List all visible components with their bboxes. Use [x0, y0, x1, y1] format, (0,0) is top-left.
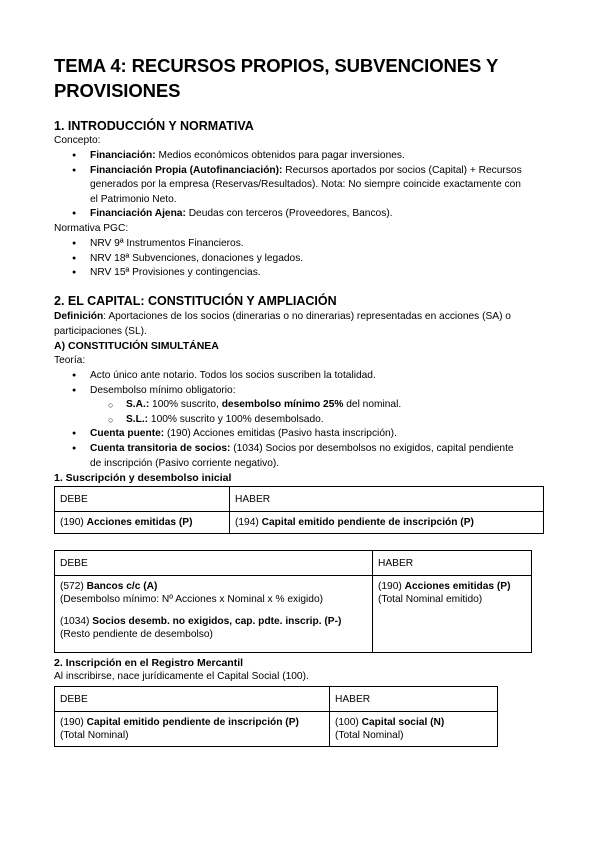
- step-2-heading: 2. Inscripción en el Registro Mercantil: [54, 657, 244, 669]
- list-item: ● Cuenta transitoria de socios: (1034) Socios por desembolsos no exigidos, capital pendiente de inscripción (Pasivo corriente negativo).: [54, 442, 524, 471]
- list-item: ○ S.A.: 100% suscrito, desembolso mínimo 25% del nominal.: [54, 398, 524, 413]
- journal-entry-table-2: [54, 550, 532, 653]
- debe-cell: (190) Capital emitido pendiente de inscripción (P) (Total Nominal): [55, 712, 330, 747]
- step-1-heading: 1. Suscripción y desembolso inicial: [54, 472, 232, 484]
- list-item: ● Desembolso mínimo obligatorio:: [54, 384, 524, 399]
- subsection-a-heading: A) CONSTITUCIÓN SIMULTÁNEA: [54, 340, 219, 352]
- teoria-list: [54, 369, 524, 471]
- haber-header: HABER: [230, 487, 544, 512]
- haber-header: HABER: [373, 551, 532, 576]
- haber-cell: (100) Capital social (N) (Total Nominal): [330, 712, 498, 747]
- step-2-text: Al inscribirse, nace jurídicamente el Capital Social (100).: [54, 671, 309, 682]
- list-item: ● NRV 18ª Subvenciones, donaciones y legados.: [54, 252, 524, 267]
- debe-header: DEBE: [55, 551, 373, 576]
- section-2-heading: 2. EL CAPITAL: CONSTITUCIÓN Y AMPLIACIÓN: [54, 294, 337, 308]
- list-item: ● Financiación Ajena: Deudas con terceros (Proveedores, Bancos).: [54, 207, 524, 222]
- haber-line-1: (190) Acciones emitidas (P): [378, 581, 511, 592]
- debe-line-1: (572) Bancos c/c (A): [60, 581, 158, 592]
- list-item: ● Financiación: Medios económicos obtenidos para pagar inversiones.: [54, 149, 524, 164]
- list-item: ● NRV 9ª Instrumentos Financieros.: [54, 237, 524, 252]
- debe-line-2: (1034) Socios desemb. no exigidos, cap. pdte. inscrip. (P-): [60, 616, 342, 627]
- normativa-label: Normativa PGC:: [54, 223, 129, 234]
- debe-header: DEBE: [55, 487, 230, 512]
- definicion-paragraph: Definición: Aportaciones de los socios (dinerarias o no dinerarias) representadas en acciones (SA) o participaciones (SL).: [54, 311, 511, 337]
- debe-cell: (572) Bancos c/c (A) (Desembolso mínimo: Nº Acciones x Nominal x % exigido) (1034) Socios desemb. no exigidos, cap. pdte. inscrip. (P-) (Resto pendiente de desembolso): [55, 576, 373, 653]
- concepto-label: Concepto:: [54, 135, 101, 146]
- section-1-heading: 1. INTRODUCCIÓN Y NORMATIVA: [54, 119, 254, 133]
- haber-header: HABER: [330, 687, 498, 712]
- list-item: ● NRV 15ª Provisiones y contingencias.: [54, 266, 524, 281]
- page-title: TEMA 4: RECURSOS PROPIOS, SUBVENCIONES Y PROVISIONES: [54, 55, 498, 101]
- journal-entry-table-1: [54, 486, 544, 534]
- debe-cell: (190) Acciones emitidas (P): [55, 512, 230, 534]
- list-item: ● Financiación Propia (Autofinanciación): Recursos aportados por socios (Capital) + Recursos generados por la empresa (Reservas/Resultados). Nota: No siempre coincide exactamente con el Patrimonio Neto.: [54, 164, 524, 208]
- normativa-list: [54, 237, 524, 281]
- debe-header: DEBE: [55, 687, 330, 712]
- list-item: ● Cuenta puente: (190) Acciones emitidas (Pasivo hasta inscripción).: [54, 427, 524, 442]
- teoria-label: Teoría:: [54, 355, 86, 366]
- concepto-list: [54, 149, 524, 222]
- list-item: ○ S.L.: 100% suscrito y 100% desembolsado.: [54, 413, 524, 428]
- haber-cell: (190) Acciones emitidas (P) (Total Nominal emitido): [373, 576, 532, 653]
- haber-cell: (194) Capital emitido pendiente de inscripción (P): [230, 512, 544, 534]
- list-item: ● Acto único ante notario. Todos los socios suscriben la totalidad.: [54, 369, 524, 384]
- journal-entry-table-3: [54, 686, 498, 747]
